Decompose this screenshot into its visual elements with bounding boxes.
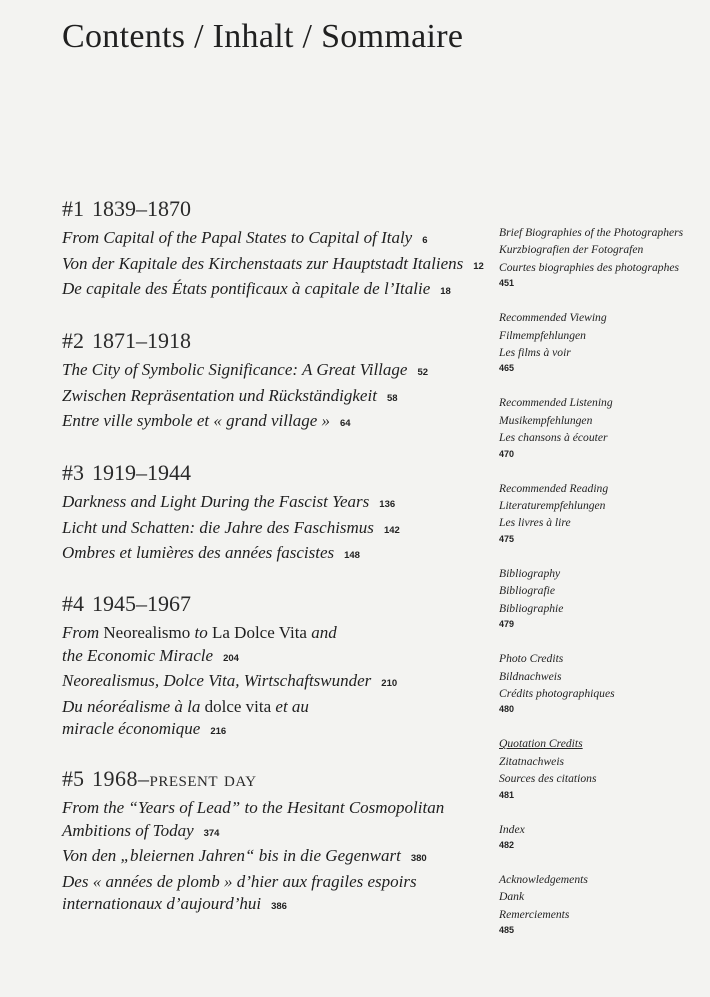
entry-title: From Capital of the Papal States to Capital of Italy — [62, 228, 413, 247]
appendix-line: Acknowledgements — [499, 872, 588, 886]
entry-text: Neorealismus, Dolce Vita, Wirtschaftswunder — [62, 671, 372, 690]
entry-line — [62, 645, 397, 671]
section-number: #3 — [62, 460, 84, 485]
section-2 — [62, 328, 428, 436]
page-number: 482 — [499, 839, 515, 850]
toc-entry[interactable] — [62, 696, 397, 744]
section-years: 1945–1967 — [92, 591, 191, 616]
page-number: 136 — [379, 499, 396, 510]
appendix-entry[interactable] — [499, 565, 704, 631]
appendix-line: Sources des citations — [499, 772, 597, 786]
appendix-line: Recommended Listening — [499, 396, 613, 410]
entry-text: Von den „bleiernen Jahren“ bis in die Gegenwart — [62, 846, 401, 865]
page-number: 12 — [473, 260, 484, 272]
entry-text: From the “Years of Lead” to the Hesitant Cosmopolitan — [62, 798, 445, 817]
page-number: 485 — [499, 925, 515, 936]
toc-entry[interactable] — [62, 670, 397, 696]
section-1 — [62, 196, 484, 304]
appendix-entry[interactable] — [499, 871, 704, 937]
appendix-line: Crédits photographiques — [499, 686, 615, 700]
section-years: 1919–1944 — [92, 460, 191, 485]
toc-entry[interactable] — [62, 517, 400, 543]
appendix-entry[interactable] — [499, 394, 704, 460]
appendix-line: Kurzbiografien der Fotografen — [499, 243, 644, 257]
appendix-line: Bibliografie — [499, 584, 556, 598]
page-title: Contents / Inhalt / Sommaire — [62, 18, 464, 55]
toc-entry[interactable] — [62, 542, 400, 568]
entry-line — [62, 820, 444, 846]
section-number: #4 — [62, 591, 84, 616]
page-number: 216 — [210, 726, 227, 737]
page-number: 451 — [499, 278, 515, 289]
page-number: 6 — [422, 235, 428, 246]
appendix-line: Courtes biographies des photographes — [499, 260, 680, 274]
entry-line — [62, 670, 397, 696]
appendix-column — [499, 224, 704, 956]
appendix-line: Bibliographie — [499, 601, 564, 615]
appendix-line: Musikempfehlungen — [499, 413, 593, 427]
toc-entry[interactable] — [62, 491, 400, 517]
entry-text-upright: dolce vita — [204, 696, 272, 716]
appendix-line: Zitatnachweis — [499, 754, 565, 768]
entry-text: and — [306, 623, 337, 642]
entry-line — [62, 893, 444, 919]
entry-line — [62, 871, 444, 894]
section-5 — [62, 766, 444, 919]
section-years: 1871–1918 — [92, 328, 191, 353]
appendix-entry[interactable] — [499, 309, 704, 375]
appendix-entry[interactable] — [499, 224, 704, 290]
appendix-line: Index — [499, 822, 525, 836]
appendix-line: Literaturempfehlungen — [499, 499, 606, 513]
page-number: 465 — [499, 363, 515, 374]
toc-entry[interactable] — [62, 359, 428, 385]
page-number: 58 — [386, 392, 398, 404]
section-3 — [62, 460, 400, 568]
entry-text-upright: Neorealismo — [103, 623, 191, 642]
entry-text: to — [190, 623, 212, 642]
page-number: 52 — [417, 367, 429, 378]
page-number: 64 — [340, 418, 351, 429]
appendix-line: Bibliography — [499, 566, 561, 580]
appendix-line: Les films à voir — [499, 346, 571, 360]
page-number: 480 — [499, 704, 515, 715]
entry-title: Ombres et lumières des années fascistes — [62, 543, 335, 562]
toc-entry[interactable] — [62, 227, 484, 253]
section-heading — [62, 591, 397, 617]
section-number: #1 — [62, 196, 84, 221]
page-number: 142 — [383, 524, 400, 536]
appendix-line: Remerciements — [499, 907, 570, 921]
appendix-line: Bildnachweis — [499, 669, 562, 683]
section-4 — [62, 591, 397, 744]
entry-title: Von der Kapitale des Kirchenstaats zur Hauptstadt Italiens — [62, 253, 464, 273]
section-heading — [62, 328, 428, 354]
entry-line — [62, 845, 444, 871]
entry-text: miracle économique — [62, 719, 201, 738]
toc-entry[interactable] — [62, 845, 444, 871]
section-years: 1968–present day — [92, 766, 257, 791]
page-number: 210 — [381, 678, 398, 689]
section-heading — [62, 460, 400, 486]
appendix-line: Les livres à lire — [499, 516, 571, 530]
appendix-line: Les chansons à écouter — [499, 431, 608, 445]
toc-entry[interactable] — [62, 385, 428, 411]
entry-line — [62, 622, 397, 645]
page-number: 148 — [344, 550, 360, 561]
entry-text: internationaux d’aujourd’hui — [62, 894, 262, 913]
entry-text: the Economic Miracle — [62, 645, 214, 665]
entry-title: De capitale des États pontificaux à capitale de l’Italie — [62, 279, 431, 298]
appendix-entry[interactable] — [499, 480, 704, 546]
page-number: 374 — [203, 827, 220, 839]
entry-title: The City of Symbolic Significance: A Great Village — [62, 360, 408, 379]
entry-title: Zwischen Repräsentation und Rückständigkeit — [62, 385, 377, 405]
appendix-line: Recommended Viewing — [499, 311, 607, 325]
entry-line — [62, 718, 397, 744]
appendix-line: Quotation Credits — [499, 737, 583, 751]
entry-title: Darkness and Light During the Fascist Years — [62, 492, 370, 511]
toc-entry[interactable] — [62, 797, 444, 845]
toc-entry[interactable] — [62, 410, 428, 436]
appendix-line: Brief Biographies of the Photographers — [499, 226, 684, 239]
entry-title: Licht und Schatten: die Jahre des Faschismus — [62, 517, 374, 537]
page-number: 18 — [440, 286, 451, 297]
appendix-line: Dank — [499, 890, 525, 904]
appendix-line: Photo Credits — [499, 652, 564, 666]
appendix-line: Filmempfehlungen — [499, 328, 586, 342]
entry-title: Entre ville symbole et « grand village » — [62, 411, 330, 430]
section-heading — [62, 766, 444, 792]
section-number: #2 — [62, 328, 84, 353]
appendix-entry[interactable] — [499, 821, 704, 852]
appendix-line: Recommended Reading — [499, 481, 609, 495]
page-number: 481 — [499, 789, 515, 800]
entry-line — [62, 797, 444, 820]
toc-entry[interactable] — [62, 278, 484, 304]
section-heading — [62, 196, 484, 222]
toc-entry[interactable] — [62, 871, 444, 919]
page-number: 386 — [271, 901, 287, 912]
toc-entry[interactable] — [62, 622, 397, 670]
page-number: 479 — [499, 619, 515, 630]
entry-line — [62, 696, 397, 719]
entry-text: Des « années de plomb » d’hier aux fragiles espoirs — [62, 871, 417, 891]
toc-entry[interactable] — [62, 253, 484, 279]
entry-text: et au — [271, 696, 309, 716]
entry-text: Ambitions of Today — [62, 820, 194, 840]
entry-text-upright: La Dolce Vita — [212, 623, 307, 642]
appendix-entry[interactable] — [499, 650, 704, 716]
page-number: 380 — [410, 853, 427, 864]
page-number: 470 — [499, 448, 515, 459]
page-number: 204 — [223, 652, 239, 664]
entry-text: From — [62, 623, 104, 642]
page-number: 475 — [499, 533, 515, 544]
appendix-entry[interactable] — [499, 735, 704, 801]
section-years: 1839–1870 — [92, 196, 191, 221]
section-number: #5 — [62, 766, 84, 791]
entry-text: Du néoréalisme à la — [62, 696, 205, 716]
